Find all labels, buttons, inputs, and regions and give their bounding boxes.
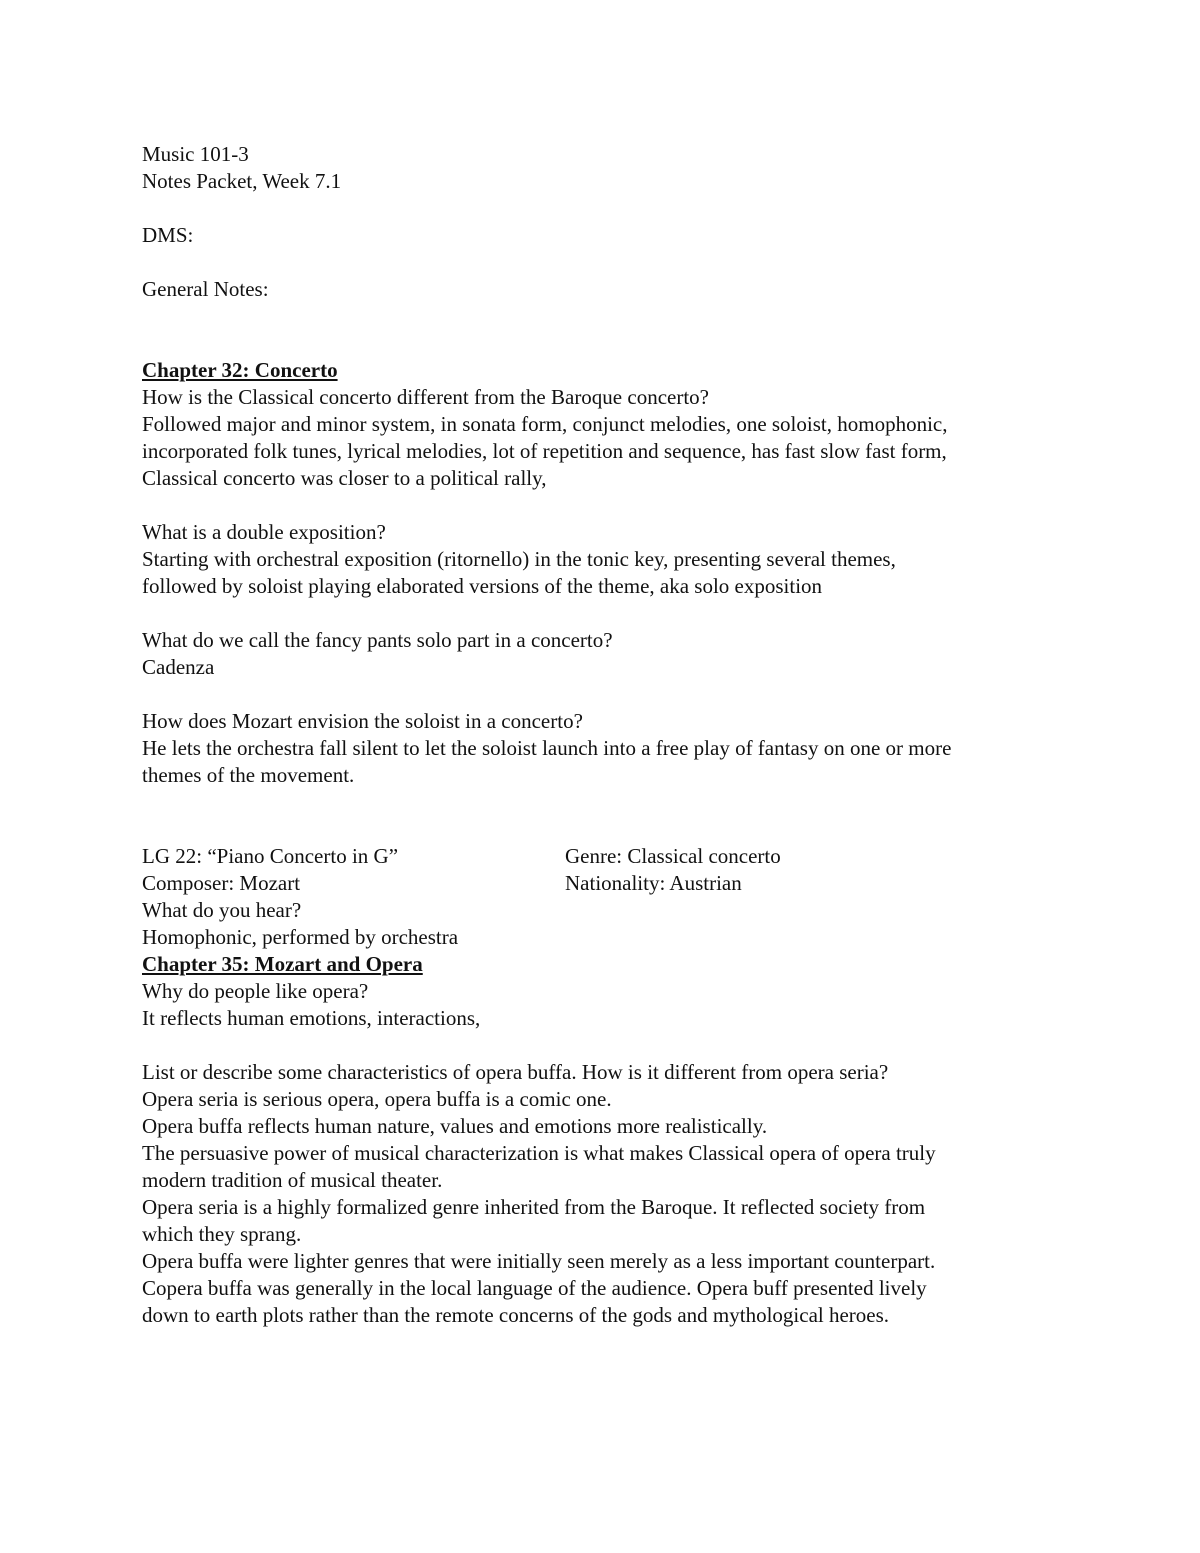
answer-line: Opera seria is serious opera, opera buffa is a comic one. [142, 1087, 612, 1111]
chapter-32-heading: Chapter 32: Concerto [142, 358, 338, 382]
dms-label: DMS: [142, 223, 194, 247]
listening-guide-nationality: Nationality: Austrian [565, 871, 742, 895]
listening-guide-title: LG 22: “Piano Concerto in G” [142, 844, 399, 868]
answer-line: themes of the movement. [142, 763, 355, 787]
answer-line: It reflects human emotions, interactions, [142, 1006, 481, 1030]
answer-line: He lets the orchestra fall silent to let the soloist launch into a free play of fantasy on one or more [142, 736, 952, 760]
answer-line: Copera buffa was generally in the local language of the audience. Opera buff presented lively [142, 1276, 927, 1300]
spacer [142, 303, 1062, 330]
answer-line: followed by soloist playing elaborated versions of the theme, aka solo exposition [142, 574, 823, 598]
answer-line: Homophonic, performed by orchestra [142, 925, 459, 949]
answer-line: incorporated folk tunes, lyrical melodies, lot of repetition and sequence, has fast slow fast form, [142, 439, 947, 463]
spacer [142, 816, 1062, 843]
question: List or describe some characteristics of opera buffa. How is it different from opera seria? [142, 1060, 889, 1084]
question: Why do people like opera? [142, 979, 369, 1003]
answer-line: Opera seria is a highly formalized genre inherited from the Baroque. It reflected society from [142, 1195, 926, 1219]
answer-line: down to earth plots rather than the remote concerns of the gods and mythological heroes. [142, 1303, 890, 1327]
listening-guide-row [142, 843, 1062, 870]
question: What do you hear? [142, 898, 302, 922]
question: What do we call the fancy pants solo part in a concerto? [142, 628, 613, 652]
spacer [142, 1032, 1062, 1059]
notes-body [142, 141, 1062, 1329]
answer-line: Opera buffa reflects human nature, values and emotions more realistically. [142, 1114, 768, 1138]
listening-guide-composer: Composer: Mozart [142, 871, 301, 895]
answer-line: which they sprang. [142, 1222, 302, 1246]
answer-line: Followed major and minor system, in sonata form, conjunct melodies, one soloist, homophonic, [142, 412, 948, 436]
answer-line: Cadenza [142, 655, 215, 679]
spacer [142, 681, 1062, 708]
listening-guide-genre: Genre: Classical concerto [565, 844, 781, 868]
packet-title: Notes Packet, Week 7.1 [142, 169, 342, 193]
answer-line: Classical concerto was closer to a political rally, [142, 466, 547, 490]
answer-line: Starting with orchestral exposition (ritornello) in the tonic key, presenting several themes, [142, 547, 896, 571]
question: What is a double exposition? [142, 520, 386, 544]
spacer [142, 492, 1062, 519]
question: How does Mozart envision the soloist in a concerto? [142, 709, 583, 733]
general-notes-label: General Notes: [142, 277, 269, 301]
answer-line: Opera buffa were lighter genres that were initially seen merely as a less important counterpart. [142, 1249, 936, 1273]
answer-line: The persuasive power of musical characterization is what makes Classical opera of opera truly [142, 1141, 936, 1165]
answer-line: modern tradition of musical theater. [142, 1168, 443, 1192]
listening-guide-row [142, 870, 1062, 897]
course-title: Music 101-3 [142, 142, 249, 166]
spacer [142, 195, 1062, 222]
spacer [142, 600, 1062, 627]
spacer [142, 330, 1062, 357]
chapter-35-heading: Chapter 35: Mozart and Opera [142, 952, 423, 976]
question: How is the Classical concerto different from the Baroque concerto? [142, 385, 709, 409]
spacer [142, 789, 1062, 816]
spacer [142, 249, 1062, 276]
